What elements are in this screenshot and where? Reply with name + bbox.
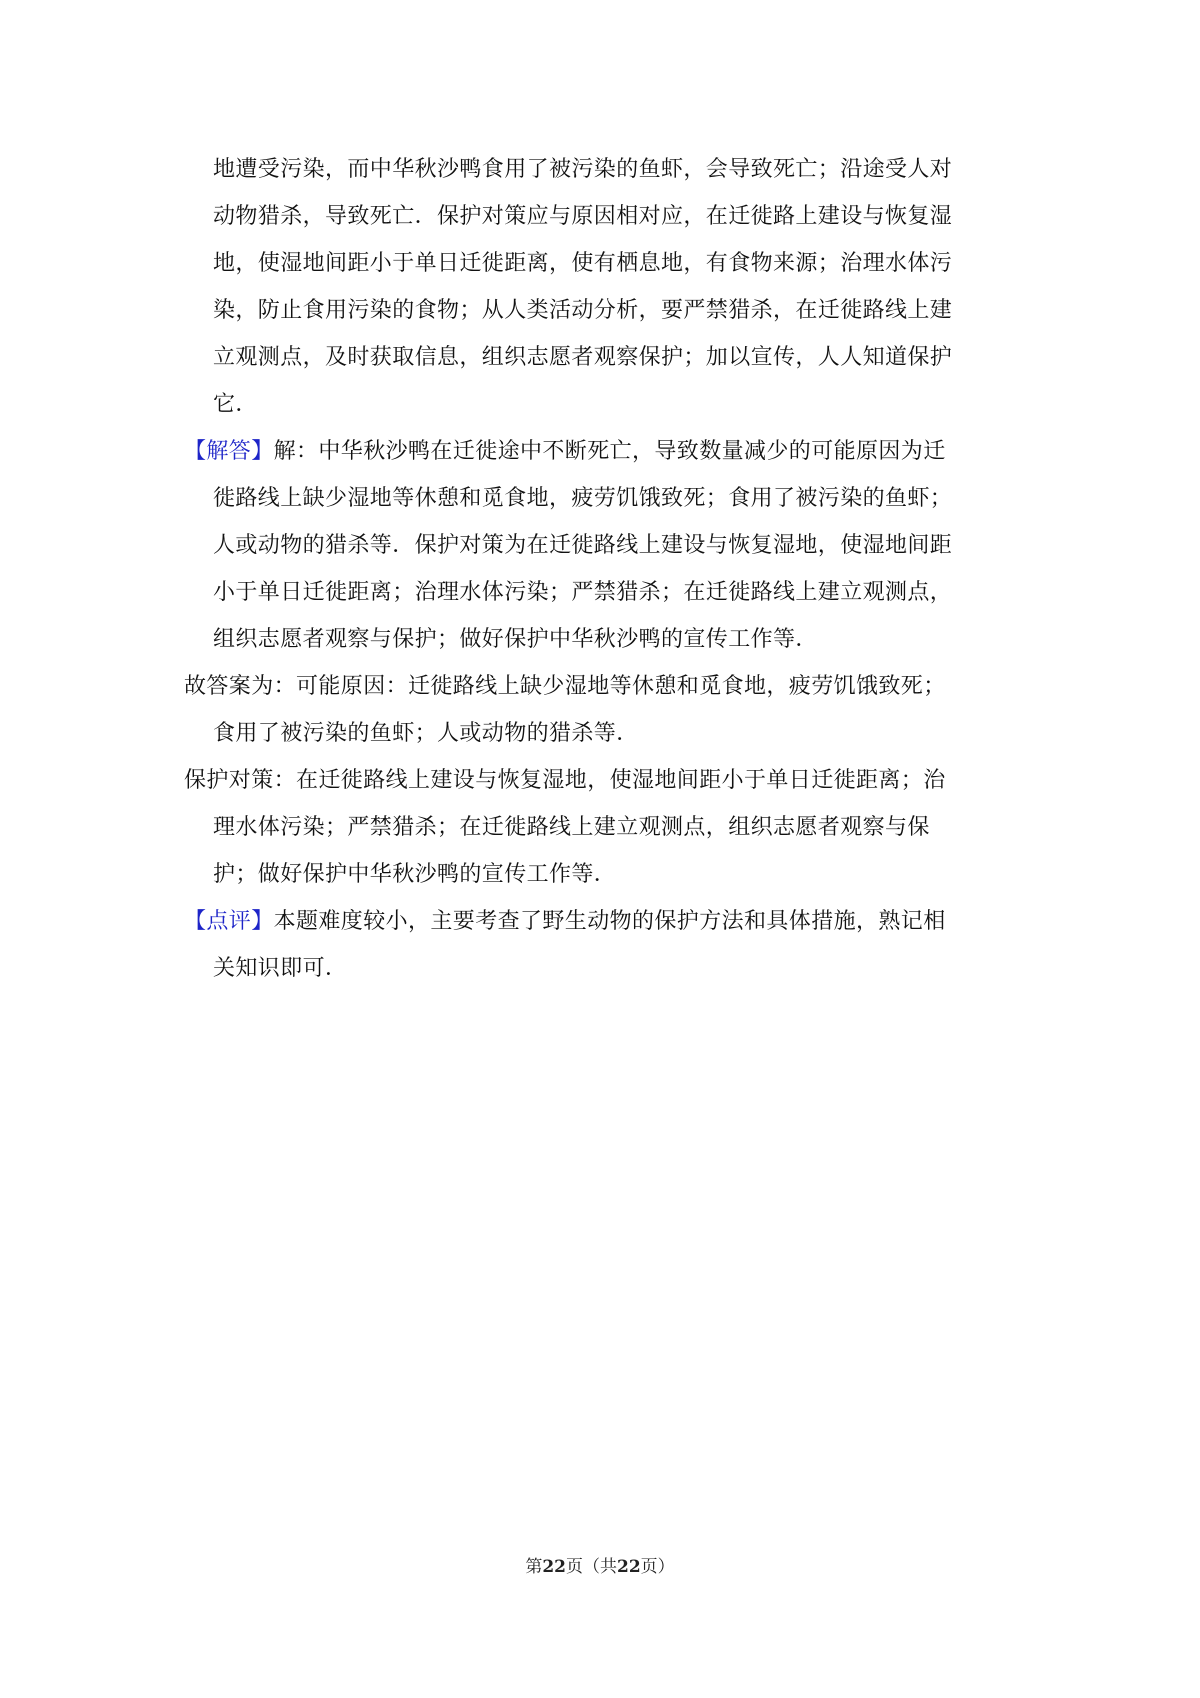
- page-footer: [0, 1555, 1200, 1579]
- comment-line-2: 关知识即可．: [213, 956, 348, 981]
- measures-first-line: 保护对策：在迁徙路线上建设与恢复湿地，使湿地间距小于单日迁徙距离；治: [184, 768, 946, 793]
- answer-tag: 【解答】: [184, 439, 274, 464]
- answer-first-text: 解：中华秋沙鸭在迁徙途中不断死亡，导致数量减少的可能原因为迁: [273, 439, 946, 464]
- analysis-line-6: 它．: [213, 392, 258, 417]
- footer-middle: 页（共: [566, 1557, 617, 1577]
- footer-prefix: 第: [525, 1557, 543, 1577]
- answer-line-4: 小于单日迁徙距离；治理水体污染；严禁猎杀；在迁徙路线上建立观测点，: [213, 580, 953, 605]
- comment-first-line: [184, 907, 946, 937]
- answer-line-2: 徙路线上缺少湿地等休憩和觅食地，疲劳饥饿致死；食用了被污染的鱼虾；: [213, 486, 953, 511]
- analysis-line-3: 地，使湿地间距小于单日迁徙距离，使有栖息地，有食物来源；治理水体污: [213, 251, 953, 276]
- footer-total-pages: 22: [617, 1557, 641, 1577]
- measures-line-2: 理水体污染；严禁猎杀；在迁徙路线上建立观测点，组织志愿者观察与保: [213, 815, 930, 840]
- analysis-line-5: 立观测点，及时获取信息，组织志愿者观察保护；加以宣传，人人知道保护: [213, 345, 953, 370]
- analysis-line-4: 染，防止食用污染的食物；从人类活动分析，要严禁猎杀，在迁徙路线上建: [213, 298, 953, 323]
- answer-line-3: 人或动物的猎杀等．保护对策为在迁徙路线上建设与恢复湿地，使湿地间距: [213, 533, 953, 558]
- conclusion-first-line: 故答案为：可能原因：迁徙路线上缺少湿地等休憩和觅食地，疲劳饥饿致死；: [184, 674, 946, 699]
- measures-line-3: 护；做好保护中华秋沙鸭的宣传工作等．: [213, 862, 617, 887]
- answer-first-line: [184, 437, 946, 467]
- analysis-line-1: 地遭受污染，而中华秋沙鸭食用了被污染的鱼虾，会导致死亡；沿途受人对: [213, 157, 953, 182]
- answer-line-5: 组织志愿者观察与保护；做好保护中华秋沙鸭的宣传工作等．: [213, 627, 818, 652]
- footer-suffix: 页）: [640, 1557, 675, 1577]
- comment-first-text: 本题难度较小，主要考查了野生动物的保护方法和具体措施，熟记相: [273, 909, 946, 934]
- footer-page-number: 22: [542, 1557, 566, 1577]
- conclusion-line-2: 食用了被污染的鱼虾；人或动物的猎杀等．: [213, 721, 639, 746]
- comment-tag: 【点评】: [184, 909, 274, 934]
- analysis-line-2: 动物猎杀，导致死亡．保护对策应与原因相对应，在迁徙路上建设与恢复湿: [213, 204, 953, 229]
